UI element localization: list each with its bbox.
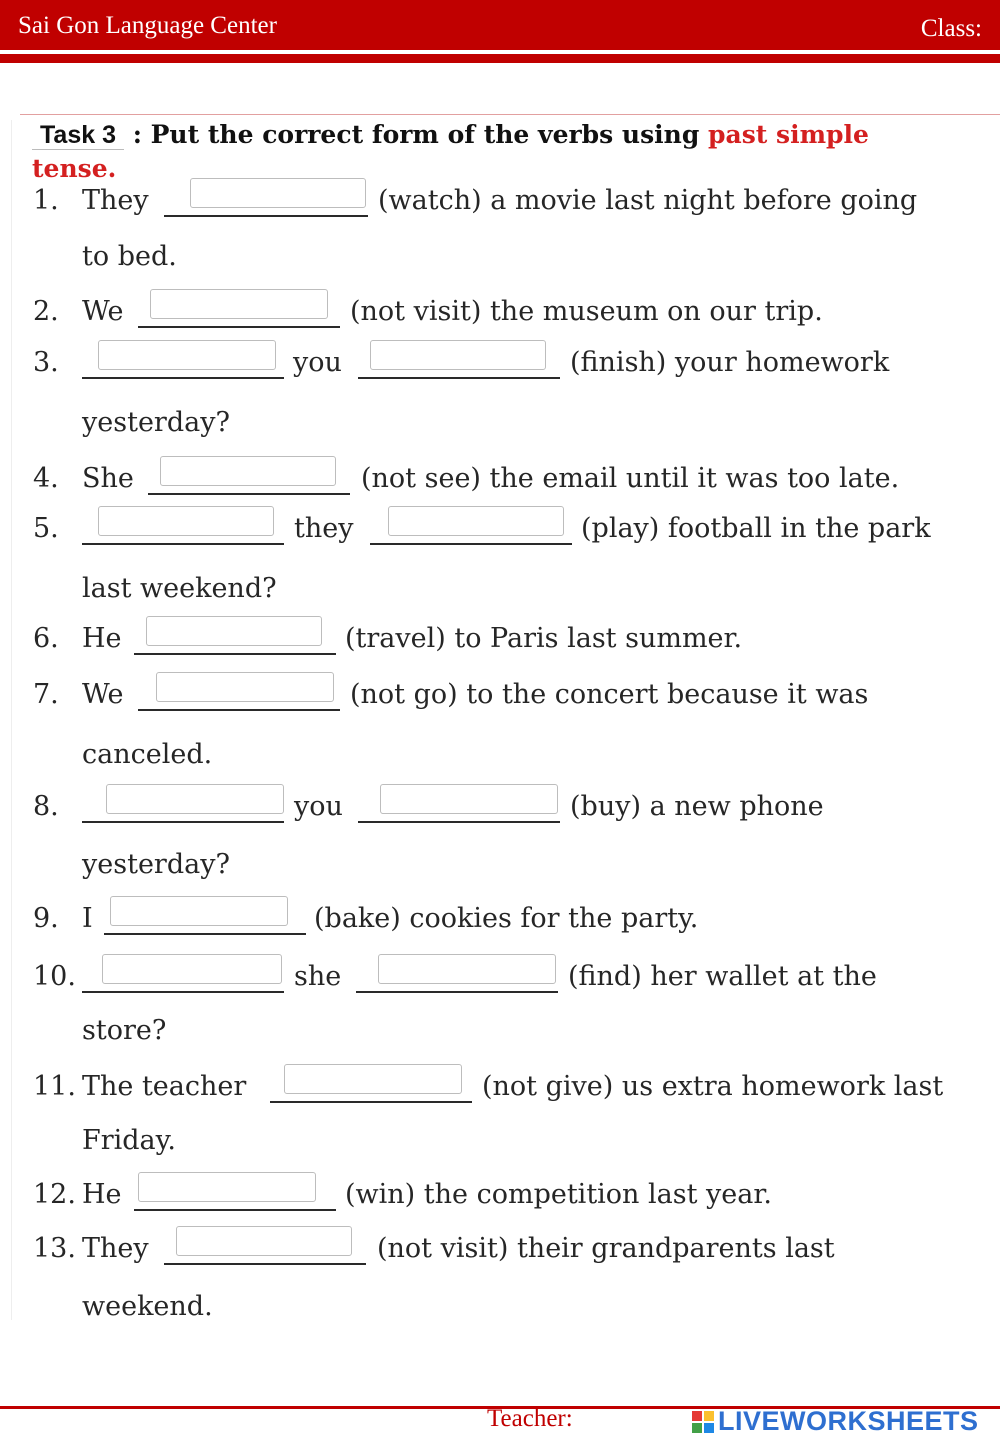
answer-underline [148, 493, 350, 495]
question-number: 13. [33, 1233, 76, 1264]
question-1-continued: to bed. [82, 241, 177, 272]
answer-input[interactable] [190, 178, 366, 208]
answer-input[interactable] [150, 289, 328, 319]
question-number: 3. [33, 347, 59, 378]
question-text-middle: they [294, 513, 354, 544]
answer-input-1[interactable] [106, 784, 284, 814]
question-text-middle: she [294, 961, 342, 992]
question-number: 9. [33, 903, 59, 934]
question-text-after: (travel) to Paris last summer. [345, 623, 743, 654]
brand-name: LIVEWORKSHEETS [718, 1406, 979, 1436]
page-header [0, 0, 1000, 50]
question-text-after: (not visit) the museum on our trip. [350, 296, 823, 327]
class-label: Class: [920, 15, 982, 42]
answer-underline [164, 215, 368, 217]
question-text-after: (play) football in the park [581, 513, 931, 544]
header-divider [0, 54, 1000, 63]
answer-underline [134, 653, 336, 655]
question-text-before: He [82, 623, 122, 654]
instruction-highlight: past simple [708, 120, 869, 149]
question-13 [0, 1226, 1000, 1270]
question-11-continued: Friday. [82, 1125, 176, 1156]
question-8 [0, 784, 1000, 828]
question-10-continued: store? [82, 1015, 167, 1046]
question-text-before: They [82, 185, 149, 216]
teacher-label: Teacher: [487, 1405, 573, 1432]
question-number: 2. [33, 296, 59, 327]
answer-input[interactable] [138, 1172, 316, 1202]
question-text-after: (win) the competition last year. [345, 1179, 772, 1210]
question-3-continued: yesterday? [82, 407, 230, 438]
question-text-after: (watch) a movie last night before going [378, 185, 918, 216]
question-3 [0, 340, 1000, 384]
question-text-after: (not visit) their grandparents last [377, 1233, 835, 1264]
answer-input-2[interactable] [380, 784, 558, 814]
answer-underline [82, 543, 284, 545]
question-text-after: (bake) cookies for the party. [314, 903, 699, 934]
question-text-middle: you [293, 347, 342, 378]
answer-input-2[interactable] [370, 340, 546, 370]
question-number: 1. [33, 185, 59, 216]
question-5 [0, 506, 1000, 550]
question-text-before: They [82, 1233, 149, 1264]
answer-underline [138, 709, 340, 711]
question-1 [0, 178, 1000, 222]
question-2 [0, 289, 1000, 333]
question-5-continued: last weekend? [82, 573, 277, 604]
answer-underline [104, 933, 306, 935]
answer-input[interactable] [284, 1064, 462, 1094]
question-text-after: (find) her wallet at the [568, 961, 877, 992]
question-7 [0, 672, 1000, 716]
liveworksheets-logo-icon [692, 1411, 714, 1433]
task-instruction [32, 118, 982, 183]
question-6 [0, 616, 1000, 660]
question-text-before: She [82, 463, 134, 494]
question-number: 12. [33, 1179, 76, 1210]
question-10 [0, 954, 1000, 998]
instruction-text: : Put the correct form of the verbs using [132, 120, 700, 149]
question-text-after: (not see) the email until it was too late. [361, 463, 900, 494]
question-13-continued: weekend. [82, 1291, 213, 1322]
question-number: 6. [33, 623, 59, 654]
question-number: 8. [33, 791, 59, 822]
answer-input-1[interactable] [98, 506, 274, 536]
answer-underline [358, 821, 560, 823]
question-text-after: (finish) your homework [570, 347, 890, 378]
question-number: 11. [33, 1071, 76, 1102]
question-text-before: We [82, 296, 124, 327]
content-top-divider [20, 114, 1000, 115]
answer-input[interactable] [160, 456, 336, 486]
answer-underline [138, 326, 340, 328]
answer-underline [82, 821, 284, 823]
answer-input[interactable] [146, 616, 322, 646]
task-label: Task 3 [32, 121, 124, 150]
answer-input-1[interactable] [102, 954, 282, 984]
question-12 [0, 1172, 1000, 1216]
question-text-before: He [82, 1179, 122, 1210]
question-8-continued: yesterday? [82, 849, 230, 880]
question-7-continued: canceled. [82, 739, 213, 770]
answer-underline [164, 1263, 366, 1265]
question-text-middle: you [294, 791, 343, 822]
answer-input-2[interactable] [388, 506, 564, 536]
answer-input-2[interactable] [378, 954, 556, 984]
answer-input-1[interactable] [98, 340, 276, 370]
question-text-before: I [82, 903, 93, 934]
question-number: 4. [33, 463, 59, 494]
answer-input[interactable] [176, 1226, 352, 1256]
answer-underline [82, 377, 284, 379]
question-11 [0, 1064, 1000, 1108]
question-number: 7. [33, 679, 59, 710]
question-4 [0, 456, 1000, 500]
answer-underline [356, 991, 558, 993]
answer-underline [134, 1209, 336, 1211]
question-text-before: The teacher [82, 1071, 247, 1102]
question-text-after: (not go) to the concert because it was [350, 679, 869, 710]
answer-underline [370, 543, 572, 545]
answer-underline [82, 991, 284, 993]
question-number: 5. [33, 513, 59, 544]
answer-underline [358, 377, 560, 379]
question-text-after: (not give) us extra homework last [482, 1071, 944, 1102]
question-9 [0, 896, 1000, 940]
question-text-after: (buy) a new phone [570, 791, 824, 822]
question-number: 10. [33, 961, 76, 992]
question-text-before: We [82, 679, 124, 710]
answer-input[interactable] [156, 672, 334, 702]
instruction-highlight-continued: tense. [32, 154, 117, 183]
answer-underline [270, 1101, 472, 1103]
answer-input[interactable] [110, 896, 288, 926]
center-name: Sai Gon Language Center [18, 12, 277, 39]
